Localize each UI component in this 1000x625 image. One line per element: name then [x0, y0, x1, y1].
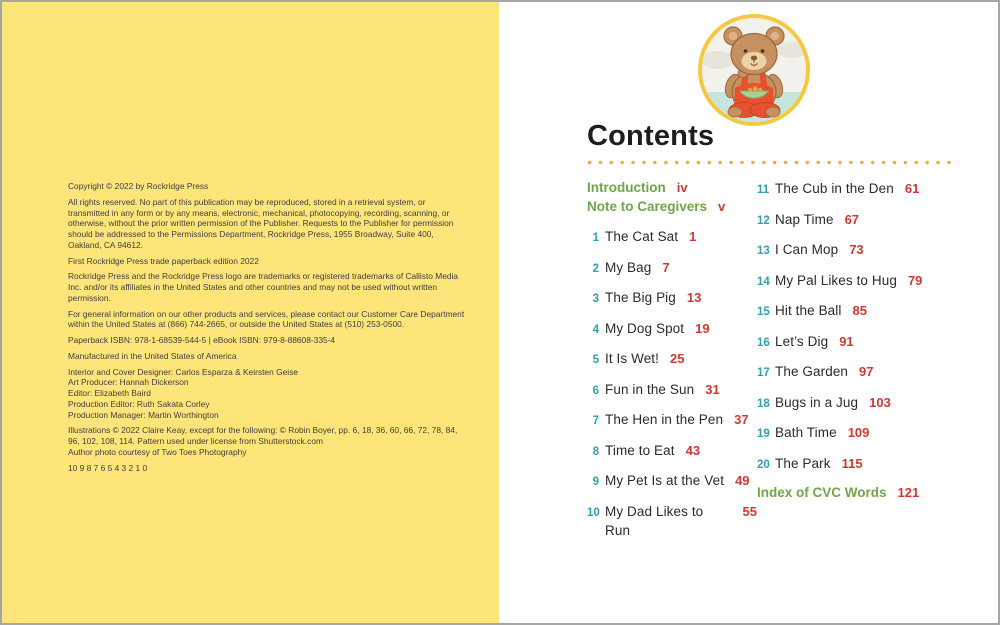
toc-chapter-row — [757, 423, 983, 444]
page-number: 103 — [869, 394, 891, 410]
chapter-title: The Garden — [775, 364, 849, 379]
page-number: 79 — [907, 272, 923, 288]
chapter-number: 12 — [757, 214, 770, 227]
chapter-number: 5 — [592, 354, 599, 366]
teddy-bear-icon — [702, 18, 806, 122]
page-number: 43 — [685, 442, 701, 458]
illustrations-credit-line: Illustrations © 2022 Claire Keay, except for the following: © Robin Boyer, pp. 6, 18, 36, 60, 66, 72, 78, 84, 96, 102, 108, 114. Pattern used under license from Shutterstock.com — [68, 425, 458, 446]
page-number: 97 — [859, 364, 874, 379]
chapter-number: 17 — [757, 367, 770, 379]
chapter-title: My Pet Is at the Vet — [605, 473, 725, 488]
contents-page — [499, 2, 998, 623]
toc-chapter-row — [587, 410, 757, 431]
page-number: 19 — [695, 320, 710, 336]
toc-chapter-row — [757, 362, 983, 383]
toc-chapter-row — [587, 380, 757, 401]
chapter-title: Let’s Dig — [775, 333, 829, 349]
chapter-number: 7 — [592, 415, 599, 427]
table-of-contents — [587, 179, 983, 549]
chapter-title: My Dog Spot — [605, 320, 685, 336]
edition-line: First Rockridge Press trade paperback edition 2022 — [68, 255, 259, 266]
chapter-number: 15 — [757, 306, 770, 318]
page-number: 25 — [670, 351, 685, 366]
toc-chapter-row — [757, 332, 983, 353]
chapter-number: 19 — [757, 428, 770, 440]
chapter-number: 14 — [757, 275, 770, 288]
toc-chapter-row — [587, 319, 757, 340]
chapter-number: 4 — [592, 323, 599, 336]
page-number: iv — [676, 180, 688, 195]
page-number: 61 — [904, 181, 920, 196]
toc-chapter-row — [587, 288, 757, 309]
page-number: 31 — [705, 381, 720, 397]
toc-chapter-row — [757, 301, 983, 322]
chapter-number: 11 — [757, 184, 770, 196]
toc-chapter-row — [757, 240, 983, 261]
chapter-number: 2 — [592, 262, 599, 275]
toc-column-left — [587, 179, 757, 549]
page-number: 85 — [852, 303, 867, 318]
trademark-paragraph: Rockridge Press and the Rockridge Press logo are trademarks or registered trademarks of Callisto Media Inc. and/or its affiliates in the United States and other countries and may not be used without written permission. — [68, 271, 459, 303]
toc-chapter-row — [757, 454, 983, 475]
toc-chapter-row — [757, 179, 983, 200]
page-number: 1 — [689, 229, 697, 244]
copyright-line: Copyright © 2022 by Rockridge Press — [68, 181, 209, 191]
chapter-number: 20 — [757, 458, 770, 471]
page-number: 49 — [735, 473, 750, 488]
credit-line-art-producer: Art Producer: Hannah Dickerson — [68, 377, 189, 388]
toc-chapter-row — [757, 210, 983, 231]
chapter-title: My Pal Likes to Hug — [775, 272, 897, 288]
section-label: Introduction — [587, 180, 666, 195]
contact-paragraph: For general information on our other products and services, please contact our Customer Care Department within the United States at (866) 744-2665, or outside the United States at (510) 253-0500. — [68, 308, 465, 330]
chapter-title: Hit the Ball — [775, 303, 842, 318]
page-number: 13 — [686, 290, 702, 305]
toc-chapter-row — [587, 471, 757, 492]
section-label: Index of CVC Words — [757, 485, 887, 500]
toc-chapter-row — [587, 349, 757, 370]
chapter-title: The Hen in the Pen — [605, 412, 724, 427]
toc-section-row — [587, 198, 757, 216]
page-number: 73 — [849, 242, 864, 257]
dotted-divider — [587, 160, 955, 165]
chapter-number: 8 — [592, 445, 599, 458]
toc-chapter-row — [587, 227, 757, 248]
chapter-number: 3 — [592, 293, 599, 305]
toc-section-row — [757, 484, 983, 502]
chapter-title: It Is Wet! — [605, 351, 660, 366]
chapter-title: I Can Mop — [775, 242, 839, 257]
credit-line-editor: Editor: Elizabeth Baird — [68, 388, 151, 398]
bear-illustration — [698, 14, 810, 126]
chapter-number: 16 — [757, 336, 770, 349]
toc-chapter-row — [757, 271, 983, 292]
chapter-title: The Cub in the Den — [775, 181, 894, 196]
chapter-number: 18 — [757, 397, 770, 410]
chapter-title: Time to Eat — [605, 442, 675, 458]
toc-chapter-row — [587, 441, 757, 462]
page-number: v — [718, 199, 726, 214]
credit-line-production-manager: Production Manager: Martin Worthington — [68, 409, 219, 420]
author-photo-credit-line: Author photo courtesy of Two Toes Photography — [68, 446, 247, 457]
chapter-title: My Dad Likes to Run — [605, 503, 704, 538]
rights-paragraph: All rights reserved. No part of this publication may be reproduced, stored in a retrieval system, or transmitted in any form or by any means, electronic, mechanical, photocopying, recording, scanning, or otherwise, without the prior written permission of the Publisher. Requests to the Publisher for permission should be addressed to the Permissions Department, Rockridge Press, 1955 Broadway, Suite 400, Oakland, CA 94612. — [68, 196, 454, 250]
isbn-line: Paperback ISBN: 978-1-68539-544-5 | eBook ISBN: 979-8-88608-335-4 — [68, 335, 336, 345]
page-number: 67 — [844, 211, 860, 227]
toc-section-row — [587, 179, 757, 197]
chapter-title: Bath Time — [775, 425, 837, 440]
chapter-title: Nap Time — [775, 211, 834, 227]
chapter-title: Fun in the Sun — [605, 381, 695, 397]
chapter-title: The Big Pig — [605, 290, 676, 305]
page-number: 91 — [839, 333, 854, 349]
page-number: 7 — [662, 259, 670, 275]
chapter-title: Bugs in a Jug — [775, 394, 859, 410]
chapter-number: 6 — [592, 384, 599, 397]
toc-chapter-row — [587, 502, 757, 540]
chapter-number: 9 — [592, 476, 599, 488]
section-label: Note to Caregivers — [587, 199, 708, 214]
manufactured-line: Manufactured in the United States of America — [68, 350, 237, 361]
page-number: 109 — [847, 425, 870, 440]
toc-column-right — [757, 179, 983, 549]
credit-line-production-editor: Production Editor: Ruth Sakata Corley — [68, 398, 210, 409]
page-title: Contents — [587, 120, 715, 152]
toc-chapter-row — [587, 258, 757, 279]
page-number: 121 — [897, 485, 920, 500]
copyright-page — [2, 2, 499, 623]
chapter-title: The Park — [775, 455, 831, 471]
page-number: 115 — [841, 455, 863, 471]
toc-chapter-row — [757, 393, 983, 414]
page-number: 37 — [734, 412, 749, 427]
page-number: 55 — [742, 503, 757, 519]
chapter-number: 1 — [592, 232, 599, 244]
chapter-title: My Bag — [605, 259, 652, 275]
copyright-block — [68, 181, 466, 478]
chapter-title: The Cat Sat — [605, 229, 679, 244]
chapter-number: 13 — [757, 245, 770, 257]
printers-key: 10 9 8 7 6 5 4 3 2 1 0 — [68, 462, 148, 473]
credit-line-designer: Interior and Cover Designer: Carlos Esparza & Keirsten Geise — [68, 366, 298, 377]
chapter-number: 10 — [587, 506, 600, 519]
